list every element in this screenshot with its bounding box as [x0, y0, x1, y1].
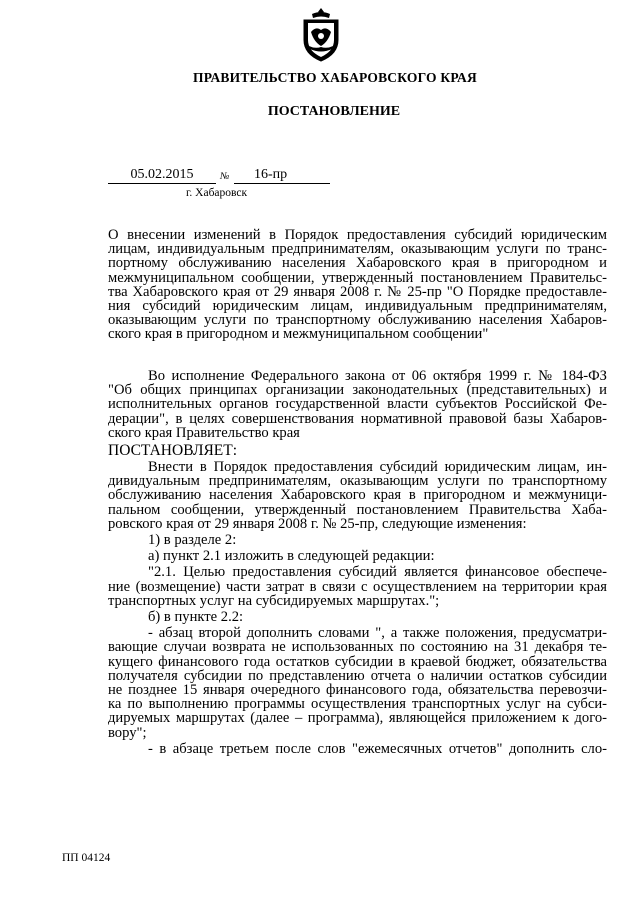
dash-line: ка по выполнению программы осуществления транспортных услуг на субси-: [108, 697, 607, 712]
quote-line: "2.1. Целью предоставления субсидий является финансовое обеспече-: [148, 565, 607, 580]
paragraph-line: ровского края от 29 января 2008 г. № 25-пр, следующие изменения:: [108, 516, 527, 532]
dash-item-2: - в абзаце третьем после слов "ежемесячных отчетов" дополнить сло-: [148, 741, 607, 757]
paragraph-line: дивидуальным предпринимателям, оказывающим услуги по транспортному: [108, 474, 607, 489]
dash-line: вору";: [108, 725, 147, 740]
title-line: О внесении изменений в Порядок предоставления субсидий юридическим: [108, 228, 607, 243]
document-date: 05.02.2015: [108, 167, 216, 184]
title-line: ского края в пригородном и межмуниципальном сообщении": [108, 327, 489, 342]
paragraph-line: пальном сообщении, утвержденный постановлением Правительства Хаба-: [108, 502, 607, 517]
preamble-line: Во исполнение Федерального закона от 06 октября 1999 г. № 184-ФЗ: [148, 369, 607, 384]
preamble-line: дерации", в целях совершенствования нормативной правовой базы Хабаров-: [108, 411, 607, 426]
title-line: межмуниципальном сообщении, утвержденный постановлением Правительс-: [108, 270, 607, 285]
dash-line: получателя субсидии по представлению отчета о наличии остатков субсидии: [108, 668, 607, 684]
document-city: г. Хабаровск: [186, 187, 248, 199]
title-line: тва Хабаровского края от 29 января 2008 г. № 25-пр "О Порядке предоставле-: [108, 284, 607, 300]
item-1b: б) в пункте 2.2:: [148, 610, 244, 625]
preamble-line: исполнительных органов государственной власти субъектов Российской Фе-: [108, 397, 607, 412]
document-title: [108, 228, 607, 342]
paragraph-line: обслуживанию населения Хабаровского края в пригородном и межмуници-: [108, 488, 607, 503]
resolves-heading: ПОСТАНОВЛЯЕТ:: [108, 442, 238, 460]
dash-line: - абзац второй дополнить словами ", а также положения, предусматри-: [148, 626, 607, 641]
title-line: портному обслуживанию населения Хабаровского края в пригородном и: [108, 256, 607, 271]
quoted-text: [108, 565, 607, 608]
title-line: ния субсидий юридическим лицам, индивидуальным предпринимателям,: [108, 299, 607, 314]
title-line: оказывающим услуги по транспортному обслуживанию населения Хабаров-: [108, 313, 607, 328]
document-type: ПОСТАНОВЛЕНИЕ: [267, 104, 401, 119]
document-body: [108, 369, 607, 756]
paragraph-1: [108, 460, 607, 531]
quote-line: ние (возмещение) части затрат в связи с осуществлением на территории края: [108, 579, 607, 594]
coat-of-arms-icon: [298, 6, 344, 64]
footer-code: ПП 04124: [62, 852, 111, 864]
dash-item-1: [108, 626, 607, 740]
paragraph-line: Внести в Порядок предоставления субсидий юридическим лицам, ин-: [148, 460, 607, 475]
preamble-line: ского края Правительство края: [108, 425, 300, 441]
title-line: лицам, индивидуальным предпринимателям, оказывающим услуги по транс-: [108, 242, 607, 257]
document-number: 16-пр: [234, 167, 330, 184]
organization-name: ПРАВИТЕЛЬСТВО ХАБАРОВСКОГО КРАЯ: [193, 70, 477, 85]
preamble-line: "Об общих принципах организации законодательных (представительных) и: [108, 383, 607, 398]
dash-line: кущего финансового года остатков субсидии в краевой бюджет, обязательства: [108, 654, 607, 669]
dash-line: не позднее 15 января очередного финансового года, обязательства перевозчи-: [108, 683, 607, 698]
quote-line: транспортных услуг на субсидируемых маршрутах.";: [108, 593, 440, 609]
item-1: 1) в разделе 2:: [148, 533, 237, 548]
number-sign: №: [220, 171, 230, 182]
dash-line: дируемых маршрутах (далее – программа), являющейся приложением к дого-: [108, 711, 607, 726]
dash-line: вающие случаи возврата не использованных по состоянию на 31 декабря те-: [108, 640, 607, 655]
item-1a: а) пункт 2.1 изложить в следующей редакции:: [148, 549, 435, 564]
preamble: [108, 369, 607, 440]
